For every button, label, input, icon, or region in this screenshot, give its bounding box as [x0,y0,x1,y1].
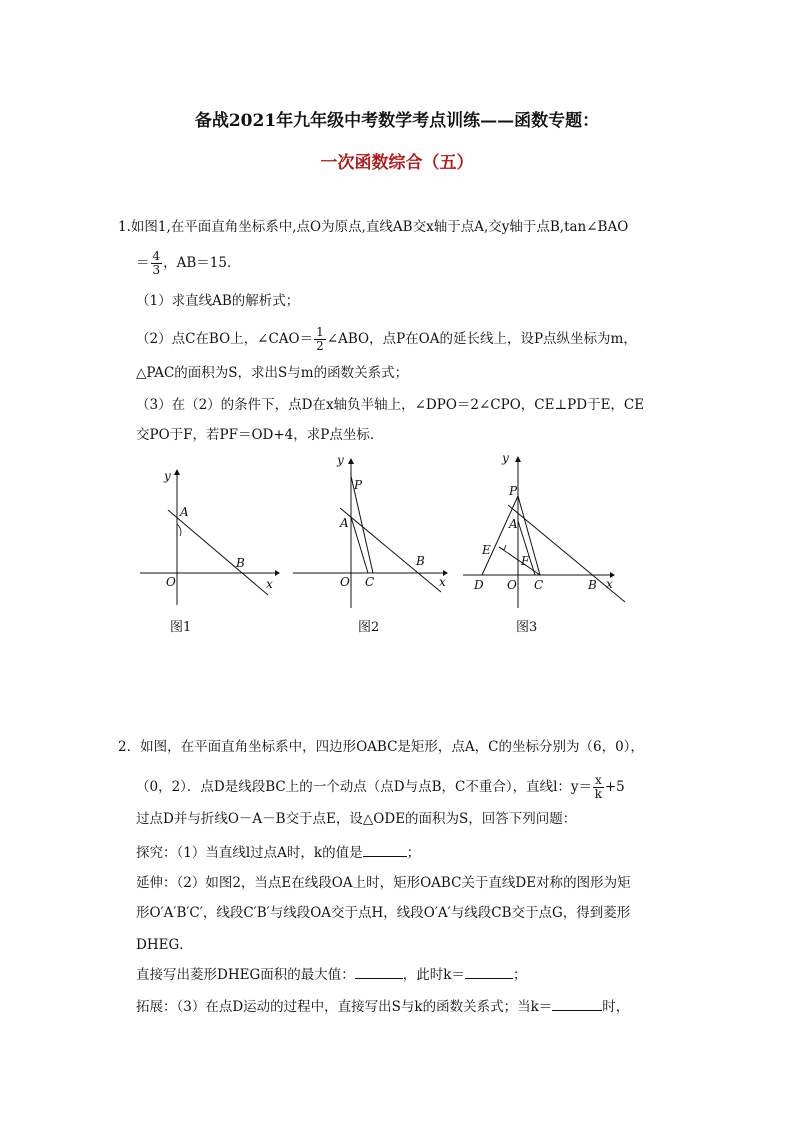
fig2-label-B: B [416,554,425,568]
fig2-label-A: A [340,516,349,530]
fraction-numerator: 4 [152,249,161,263]
fig3-label-x: x [606,577,613,591]
fig3-label-O: O [507,578,517,592]
fig1-label-B: B [236,556,245,570]
figure-2 [288,450,453,610]
q1-line-7: 交PO于F，若PF＝OD+4，求P点坐标． [136,427,384,443]
q2-part3-text: 拓展：（3）在点D运动的过程中，直接写出S与k的函数关系式；当k＝ [136,999,553,1015]
q1-line-6: （3）在（2）的条件下，点D在x轴负半轴上，∠DPO＝2∠CPO，CE⊥PD于E，CE [136,397,645,413]
fig2-label-C: C [365,575,375,589]
fig1-label-x: x [266,577,273,591]
q1-equals: ＝ [136,255,150,271]
q2-line-3: 过点D并与折线O－A－B交于点E，设△ODE的面积为S，回答下列问题： [136,811,577,827]
q2-line-9 [136,998,629,1016]
q1-line-3: （1）求直线AB的解析式； [136,293,300,309]
figure-1 [130,460,280,610]
fig3-label-D: D [474,578,484,592]
figure-3-caption: 图3 [516,620,538,635]
q1-fraction-4-3 [151,250,163,277]
fig2-label-P: P [354,478,363,492]
fig3-label-B: B [588,578,597,592]
fig2-label-x: x [439,575,446,589]
q2-line-6: 形O′A′B′C′，线段C′B′与线段OA交于点H，线段O′A′与线段CB交于点G，得到菱形 [136,905,631,921]
q2-line-5: 延伸：（2）如图2，当点E在线段OA上时，矩形OABC关于直线DE对称的图形为矩 [136,875,631,891]
fig2-label-y: y [337,453,344,467]
fig3-label-F: F [521,554,530,568]
answer-blank-k[interactable] [363,856,407,857]
figure-2-caption: 图2 [358,620,380,635]
q2-line-1: 2．如图，在平面直角坐标系中，四边形OABC是矩形，点A，C的坐标分别为（6，0）， [118,739,644,755]
q1-line-5: △PAC的面积为S，求出S与m的函数关系式； [136,365,409,381]
q2-line-8 [136,966,526,984]
page-title: 备战2021年九年级中考数学考点训练——函数专题： [194,111,600,131]
q2-part2-max-text: 直接写出菱形DHEG面积的最大值： [136,967,355,983]
q2-line-2-end: +5 [604,779,625,795]
figure-1-caption: 图1 [170,620,192,635]
fig2-label-O: O [340,575,350,589]
fig1-label-O: O [166,575,176,589]
q1-line-4 [136,326,637,353]
q2-line-4 [136,844,420,862]
q2-line-2-start: （0，2）．点D是线段BC上的一个动点（点D与点B，C不重合），直线l：y＝ [136,779,593,795]
answer-blank-k2[interactable] [465,978,513,979]
page-subtitle: 一次函数综合（五） [320,153,474,173]
q2-part2-end: ； [512,967,527,983]
fraction-denominator: 2 [316,339,324,353]
answer-blank-k3[interactable] [552,1010,602,1011]
q1-fraction-1-2 [314,326,326,353]
q2-line-7: DHEG． [136,937,193,953]
answer-blank-area[interactable] [355,978,403,979]
q2-line-2 [136,774,625,801]
fraction-denominator: 3 [152,263,161,277]
fig1-label-A: A [180,505,189,519]
q2-part1-end: ； [406,845,421,861]
figure-3 [460,448,635,610]
q2-fraction-x-k [593,774,604,801]
q1-ab-length: ，AB＝15． [163,255,241,271]
fig3-label-y: y [502,451,509,465]
q1-part2-end: ∠ABO，点P在OA的延长线上，设P点纵坐标为m， [326,331,637,347]
fraction-numerator: 1 [316,325,324,339]
fig3-label-C: C [534,578,544,592]
fraction-denominator: k [594,787,603,801]
q2-part1-text: 探究：（1）当直线l过点A时，k的值是 [136,845,363,861]
fraction-numerator: x [595,773,602,787]
q2-part2-k-text: ，此时k＝ [402,967,465,983]
q1-part2-start: （2）点C在BO上，∠CAO＝ [136,331,314,347]
fig3-label-A: A [509,517,518,531]
q2-part3-end: 时， [602,999,630,1015]
fig1-label-y: y [164,469,171,483]
q1-line-1: 1.如图1,在平面直角坐标系中,点O为原点,直线AB交x轴于点A,交y轴于点B,tan∠BAO [118,219,629,235]
q1-line-2 [136,250,241,277]
fig3-label-E: E [482,543,491,557]
fig3-label-P: P [509,484,518,498]
